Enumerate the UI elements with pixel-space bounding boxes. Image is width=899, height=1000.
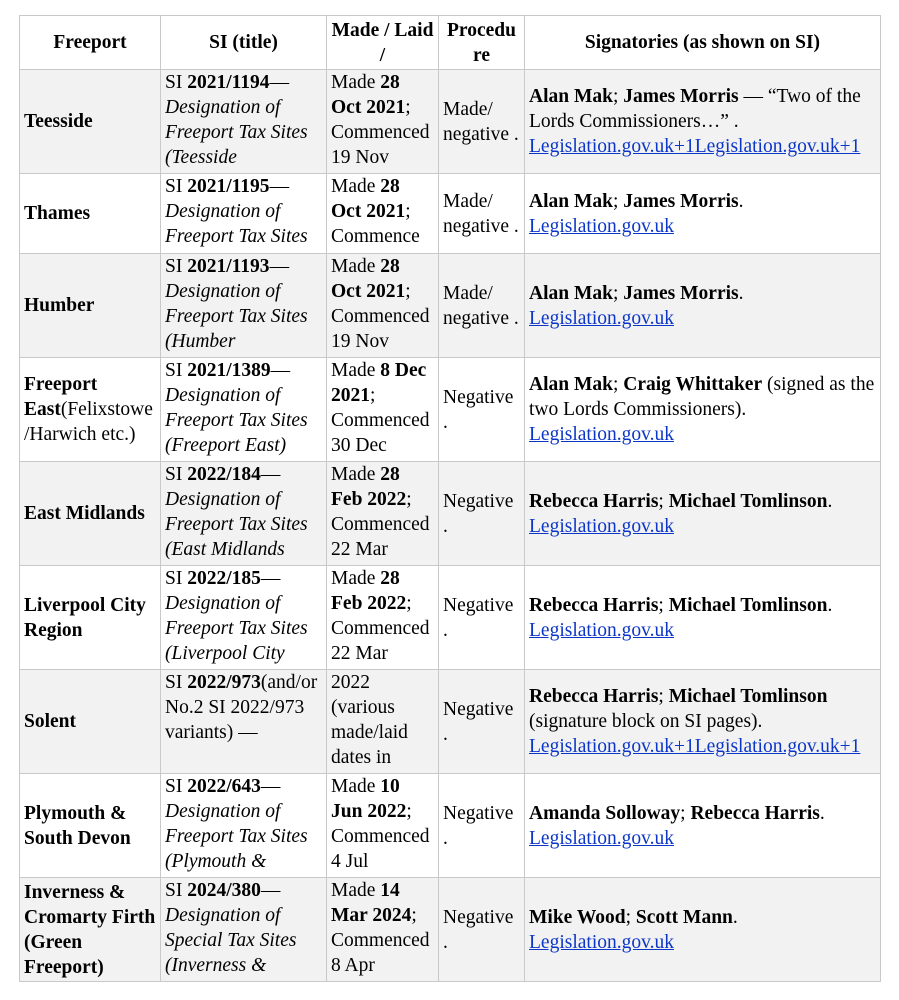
table-row (20, 254, 881, 358)
signatory-separator: ; (658, 594, 669, 616)
si-number: 2021/1389 (187, 360, 271, 381)
signatory-2: James Morris (623, 86, 739, 107)
si-title-text: Designation of Freeport Tax Sites (East Midlands (165, 489, 308, 560)
si-cell (161, 774, 327, 878)
freeport-cell (20, 462, 161, 566)
made-date: 28 Oct 2021 (331, 256, 406, 302)
made-date: 10 Jun 2022 (331, 776, 407, 822)
freeport-name: Teesside (24, 111, 93, 132)
table-row (20, 462, 881, 566)
signatory-2: Michael Tomlinson (668, 490, 828, 512)
freeport-cell (20, 254, 161, 358)
procedure-cell (439, 566, 525, 670)
made-prefix: Made (331, 464, 381, 485)
signatory-1: Mike Wood (529, 906, 626, 928)
si-number: 2022/643 (187, 776, 261, 797)
made-rest: ; Commenced 19 Nov (331, 97, 430, 168)
freeport-cell (20, 670, 161, 774)
si-title-text: Designation of Special Tax Sites (Inverness & (165, 905, 297, 976)
si-variant-note: (and/or No.2 SI 2022/973 variants) — (165, 672, 318, 743)
si-prefix: SI (165, 672, 188, 693)
si-number: 2022/185 (187, 568, 261, 589)
made-rest: ; Commenced 8 Apr (331, 905, 430, 976)
signatory-1: Rebecca Harris (529, 686, 659, 707)
signatory-1: Rebecca Harris (529, 490, 659, 512)
freeport-cell (20, 70, 161, 174)
si-dash: — (260, 880, 281, 901)
signatories-cell (525, 878, 881, 982)
signatory-separator: ; (612, 190, 624, 212)
si-dash: — (270, 360, 291, 381)
signatories-cell (525, 462, 881, 566)
procedure-text: Made/ negative . (443, 98, 519, 145)
signatory-2: James Morris (623, 282, 739, 304)
freeport-cell (20, 566, 161, 670)
si-cell (161, 358, 327, 462)
signatory-note: (signed as the two Lords Commissioners). (529, 374, 875, 420)
made-date: 28 Oct 2021 (331, 176, 406, 222)
procedure-text: Negative . (443, 490, 514, 537)
procedure-cell (439, 174, 525, 254)
signatory-note: . (732, 906, 738, 928)
si-prefix: SI (165, 880, 188, 901)
table-row (20, 174, 881, 254)
legislation-link[interactable]: Legislation.gov.uk (529, 515, 674, 537)
si-number: 2021/1195 (187, 176, 270, 197)
signatory-note: — “Two of the Lords Commissioners…” . (529, 86, 861, 132)
made-prefix: Made (331, 880, 381, 901)
procedure-text: Negative . (443, 594, 514, 641)
signatory-separator: ; (612, 374, 624, 395)
header-row (20, 16, 881, 70)
signatories-cell (525, 358, 881, 462)
table-row (20, 670, 881, 774)
procedure-text: Made/ negative . (443, 190, 519, 237)
si-title-text: Designation of Freeport Tax Sites (Freeport East) (165, 385, 308, 456)
signatory-separator: ; (612, 86, 624, 107)
header-procedure: Procedure (439, 16, 525, 70)
signatory-separator: ; (680, 802, 691, 824)
freeport-cell (20, 358, 161, 462)
signatories-cell (525, 70, 881, 174)
made-rest: ; Commenced 22 Mar (331, 489, 430, 560)
freeport-name: East Midlands (24, 503, 145, 524)
signatory-2: Michael Tomlinson (668, 686, 828, 707)
procedure-cell (439, 462, 525, 566)
made-prefix: Made (331, 568, 381, 589)
signatories-cell (525, 254, 881, 358)
si-title-text: Designation of Freeport Tax Sites (Plymouth & (165, 801, 308, 872)
freeport-name: Liverpool City Region (24, 594, 146, 641)
table-row (20, 358, 881, 462)
made-rest: ; Commenced 30 Dec (331, 385, 430, 456)
made-laid-cell (327, 174, 439, 254)
si-title-text: Designation of Freeport Tax Sites (Liverpool City (165, 593, 308, 664)
si-prefix: SI (165, 568, 188, 589)
signatory-note: . (827, 490, 833, 512)
freeport-name: Solent (24, 711, 77, 732)
signatories-cell (525, 174, 881, 254)
signatory-2: Rebecca Harris (690, 802, 820, 824)
freeport-name: Freeport East (24, 374, 98, 420)
freeport-name: Thames (24, 203, 91, 224)
signatory-1: Rebecca Harris (529, 594, 659, 616)
si-cell (161, 70, 327, 174)
si-number: 2024/380 (187, 880, 261, 901)
si-prefix: SI (165, 72, 188, 93)
si-dash: — (269, 256, 290, 277)
legislation-link[interactable]: Legislation.gov.uk (529, 215, 674, 237)
si-cell (161, 566, 327, 670)
si-cell (161, 670, 327, 774)
procedure-cell (439, 70, 525, 174)
legislation-link[interactable]: Legislation.gov.uk (529, 619, 674, 641)
signatory-note: . (738, 282, 744, 304)
made-laid-cell (327, 358, 439, 462)
made-laid-cell (327, 462, 439, 566)
si-cell (161, 878, 327, 982)
procedure-text: Negative . (443, 906, 514, 953)
signatory-separator: ; (612, 282, 624, 304)
header-signatories: Signatories (as shown on SI) (525, 16, 881, 70)
si-prefix: SI (165, 776, 188, 797)
made-prefix: Made (331, 72, 381, 93)
procedure-text: Made/ negative . (443, 282, 519, 329)
made-prefix: Made (331, 360, 381, 381)
freeport-name: Inverness & Cromarty Firth (Green Freeport) (24, 881, 156, 978)
procedure-cell (439, 358, 525, 462)
si-number: 2022/184 (187, 464, 261, 485)
freeport-name: Plymouth & South Devon (24, 802, 131, 849)
si-dash: — (269, 72, 290, 93)
freeport-cell (20, 878, 161, 982)
made-laid-cell (327, 566, 439, 670)
si-number: 2021/1194 (187, 72, 270, 93)
si-number: 2021/1193 (187, 256, 270, 277)
legislation-link[interactable]: Legislation.gov.uk+1Legislation.gov.uk+1 (529, 136, 861, 157)
freeport-cell (20, 774, 161, 878)
si-cell (161, 174, 327, 254)
signatory-note: . (827, 594, 833, 616)
freeport-name: Humber (24, 295, 95, 316)
procedure-text: Negative . (443, 698, 514, 745)
si-title-text: Designation of Freeport Tax Sites (Teesside (165, 97, 308, 168)
signatory-note: . (738, 190, 744, 212)
signatory-1: Amanda Solloway (529, 802, 681, 824)
signatories-cell (525, 774, 881, 878)
si-dash: — (260, 464, 281, 485)
freeport-cell (20, 174, 161, 254)
signatory-note: (signature block on SI pages). (529, 711, 763, 732)
table-row (20, 70, 881, 174)
legislation-link[interactable]: Legislation.gov.uk (529, 307, 674, 329)
signatory-separator: ; (658, 686, 669, 707)
signatory-2: Scott Mann (635, 906, 733, 928)
signatories-cell (525, 566, 881, 670)
made-rest: 2022 (various made/laid dates in (331, 672, 408, 768)
made-prefix: Made (331, 176, 381, 197)
legislation-link[interactable]: Legislation.gov.uk (529, 424, 674, 445)
made-laid-cell (327, 774, 439, 878)
made-rest: ; Commenced 4 Jul (331, 801, 430, 872)
signatory-1: Alan Mak (529, 190, 613, 212)
made-date: 8 Dec 2021 (331, 360, 427, 406)
freeport-si-table (19, 15, 881, 982)
si-prefix: SI (165, 464, 188, 485)
made-rest: ; Commenced 19 Nov (331, 281, 430, 352)
procedure-cell (439, 254, 525, 358)
signatory-separator: ; (658, 490, 669, 512)
si-dash: — (260, 568, 281, 589)
procedure-cell (439, 878, 525, 982)
freeport-detail: (Felixstowe/Harwich etc.) (24, 399, 153, 445)
si-title-text: Designation of Freeport Tax Sites (Humber (165, 281, 308, 352)
header-freeport: Freeport (20, 16, 161, 70)
signatory-2: James Morris (623, 190, 739, 212)
procedure-cell (439, 670, 525, 774)
made-rest: ; Commenced 22 Mar (331, 593, 430, 664)
signatory-2: Michael Tomlinson (668, 594, 828, 616)
signatory-1: Alan Mak (529, 282, 613, 304)
made-laid-cell (327, 878, 439, 982)
made-prefix: Made (331, 256, 381, 277)
table-row (20, 774, 881, 878)
si-cell (161, 254, 327, 358)
procedure-cell (439, 774, 525, 878)
header-si-title: SI (title) (161, 16, 327, 70)
procedure-text: Negative . (443, 802, 514, 849)
si-title-text: Designation of Freeport Tax Sites (165, 201, 308, 247)
si-prefix: SI (165, 360, 188, 381)
legislation-link[interactable]: Legislation.gov.uk (529, 827, 674, 849)
signatory-1: Alan Mak (529, 86, 613, 107)
made-date: 28 Oct 2021 (331, 72, 406, 118)
made-date: 28 Feb 2022 (331, 568, 407, 614)
made-date: 14 Mar 2024 (331, 880, 412, 926)
legislation-link[interactable]: Legislation.gov.uk+1Legislation.gov.uk+1 (529, 736, 861, 757)
procedure-text: Negative . (443, 386, 514, 433)
made-laid-cell (327, 670, 439, 774)
made-rest: ; Commence (331, 201, 420, 247)
si-prefix: SI (165, 176, 188, 197)
made-laid-cell (327, 70, 439, 174)
made-prefix: Made (331, 776, 381, 797)
si-dash: — (269, 176, 290, 197)
signatory-2: Craig Whittaker (623, 374, 763, 395)
made-laid-cell (327, 254, 439, 358)
table-row (20, 566, 881, 670)
signatory-note: . (819, 802, 825, 824)
si-cell (161, 462, 327, 566)
table-row (20, 878, 881, 982)
signatory-separator: ; (625, 906, 636, 928)
si-prefix: SI (165, 256, 188, 277)
si-dash: — (260, 776, 281, 797)
si-number: 2022/973 (187, 672, 261, 693)
header-made-laid: Made / Laid / (327, 16, 439, 70)
made-date: 28 Feb 2022 (331, 464, 407, 510)
legislation-link[interactable]: Legislation.gov.uk (529, 931, 674, 953)
signatory-1: Alan Mak (529, 374, 613, 395)
signatories-cell (525, 670, 881, 774)
